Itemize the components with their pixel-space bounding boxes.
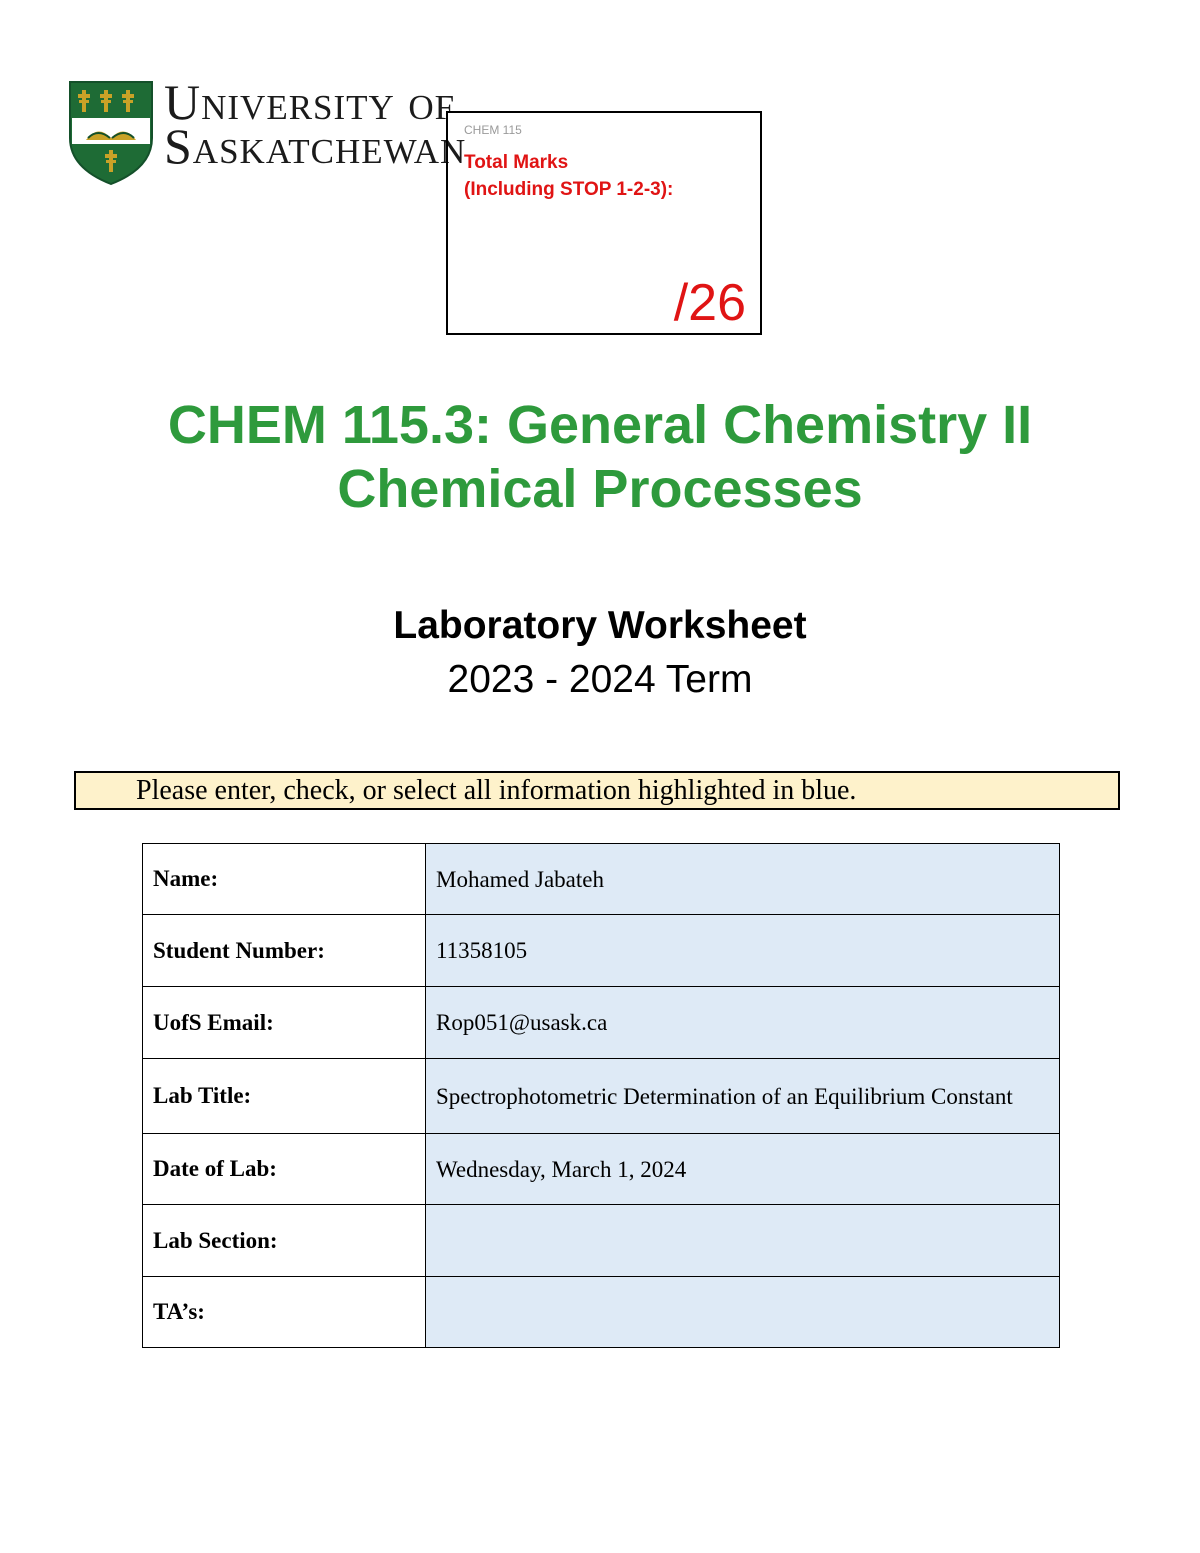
table-row [143,844,1060,915]
university-name [164,74,467,174]
term-label: 2023 - 2024 Term [447,658,753,701]
email-field[interactable]: Rop051@usask.ca [426,987,1060,1059]
name-field[interactable]: Mohamed Jabateh [426,844,1060,915]
ta-label: TA’s: [143,1277,426,1348]
table-row [143,1059,1060,1134]
marks-course-label: CHEM 115 [464,123,522,137]
student-info-table [142,843,1060,1348]
date-label: Date of Lab: [143,1134,426,1205]
worksheet-subtitle: Laboratory Worksheet [393,604,807,647]
university-name-line1: University of [164,74,456,130]
table-row [143,1134,1060,1205]
crest-icon [68,80,154,186]
table-row [143,1205,1060,1277]
lab-section-label: Lab Section: [143,1205,426,1277]
lab-title-label: Lab Title: [143,1059,426,1134]
total-marks-label: Total Marks (Including STOP 1-2-3): [464,152,674,200]
instruction-banner: Please enter, check, or select all information highlighted in blue. [74,771,1120,810]
university-logo [68,74,467,186]
course-title-line2: Chemical Processes [337,459,863,519]
ta-field[interactable] [426,1277,1060,1348]
lab-section-field[interactable] [426,1205,1060,1277]
table-row [143,987,1060,1059]
student-number-label: Student Number: [143,915,426,987]
name-label: Name: [143,844,426,915]
course-title-line1: CHEM 115.3: General Chemistry II [167,395,1033,455]
email-label: UofS Email: [143,987,426,1059]
date-field[interactable]: Wednesday, March 1, 2024 [426,1134,1060,1205]
total-marks-box [446,111,762,335]
table-row [143,915,1060,987]
lab-title-field[interactable]: Spectrophotometric Determination of an Equilibrium Constant [426,1059,1060,1134]
student-number-field[interactable]: 11358105 [426,915,1060,987]
course-title [0,393,1200,521]
table-row [143,1277,1060,1348]
total-marks-value: /26 [673,274,746,332]
university-name-line2: Saskatchewan [164,118,467,174]
